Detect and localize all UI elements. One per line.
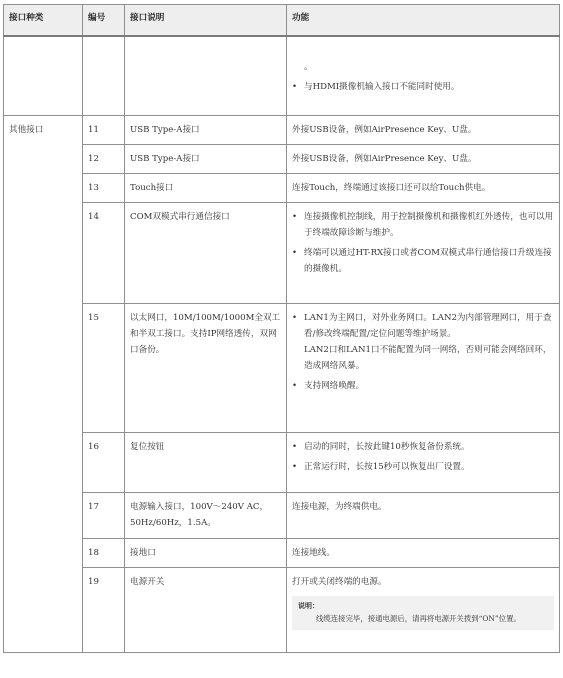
bullet-item <box>292 459 554 475</box>
bullet-text: 启动的同时，长按此键10秒恢复备份系统。 <box>304 441 470 452</box>
bullet-text: 与HDMI摄像机输入接口不能同时使用。 <box>304 82 460 92</box>
cell-number <box>83 36 125 115</box>
bullet-item <box>292 378 554 394</box>
table-row <box>4 303 560 432</box>
continued-text: LAN2口和LAN1口不能配置为同一网络，否则可能会网络回环，造成网络风暴。 <box>304 344 552 371</box>
continued-text: 。 <box>304 62 313 72</box>
cell-description: Touch接口 <box>125 173 287 202</box>
bullet-dot: • <box>292 380 298 391</box>
cell-number: 15 <box>83 303 125 432</box>
bullet-dot: • <box>292 211 298 222</box>
cell-number: 14 <box>83 202 125 303</box>
bullet-text: 正常运行时，长按15秒可以恢复出厂设置。 <box>304 461 470 472</box>
table-row <box>4 432 560 492</box>
cell-number: 18 <box>83 538 125 567</box>
cell-description <box>125 36 287 115</box>
header-number: 编号 <box>83 5 125 37</box>
cell-function <box>287 202 560 303</box>
bullet-item <box>292 245 554 277</box>
table-row <box>4 492 560 538</box>
cell-function <box>287 36 560 115</box>
cell-description: USB Type-A接口 <box>125 115 287 144</box>
cell-description: 接地口 <box>125 538 287 567</box>
table-header-row <box>4 5 560 37</box>
header-description: 接口说明 <box>125 5 287 37</box>
cell-function: 外接USB设备，例如AirPresence Key、U盘。 <box>287 144 560 173</box>
cell-description: 电源输入接口，100V～240V AC，50Hz/60Hz，1.5A。 <box>125 492 287 538</box>
table-row <box>4 144 560 173</box>
cell-function <box>287 432 560 492</box>
table-row <box>4 173 560 202</box>
header-kind: 接口种类 <box>4 5 83 37</box>
header-function: 功能 <box>287 5 560 37</box>
function-text: 打开或关闭终端的电源。 <box>292 576 387 587</box>
table-row <box>4 567 560 652</box>
cell-function: 外接USB设备，例如AirPresence Key、U盘。 <box>287 115 560 144</box>
cell-description: COM双模式串行通信接口 <box>125 202 287 303</box>
bullet-dot: • <box>292 461 298 472</box>
cell-function: 连接地线。 <box>287 538 560 567</box>
table-row <box>4 36 560 115</box>
cell-number: 12 <box>83 144 125 173</box>
bullet-dot: • <box>292 312 298 323</box>
interface-table <box>3 4 560 653</box>
note-text: 线缆连接完毕，接通电源后，请再将电源开关拨到“ON”位置。 <box>316 613 521 623</box>
bullet-list <box>292 79 554 95</box>
bullet-list <box>292 439 554 475</box>
bullet-text: 支持网络唤醒。 <box>304 380 365 391</box>
cell-description: 复位按钮 <box>125 432 287 492</box>
cell-description: USB Type-A接口 <box>125 144 287 173</box>
cell-kind <box>4 36 83 115</box>
cell-number: 11 <box>83 115 125 144</box>
cell-number: 17 <box>83 492 125 538</box>
cell-number: 13 <box>83 173 125 202</box>
cell-function: 连接电源，为终端供电。 <box>287 492 560 538</box>
cell-number: 19 <box>83 567 125 652</box>
bullet-text: 连接摄像机控制线，用于控制摄像机和摄像机红外透传，也可以用于终端故障诊断与维护。 <box>304 211 554 238</box>
note-box <box>292 596 554 630</box>
bullet-list <box>292 310 554 342</box>
note-title: 说明： <box>298 601 319 610</box>
table-row <box>4 202 560 303</box>
cell-description: 电源开关 <box>125 567 287 652</box>
bullet-item <box>292 209 554 241</box>
bullet-list <box>292 378 554 394</box>
bullet-item <box>292 79 554 95</box>
bullet-dot: • <box>292 82 298 92</box>
bullet-dot: • <box>292 247 298 258</box>
bullet-text: LAN1为主网口，对外业务网口。LAN2为内部管理网口，用于查看/修改终端配置/定位问题等维护场景。 <box>304 312 552 339</box>
bullet-item <box>292 439 554 455</box>
cell-function <box>287 567 560 652</box>
cell-kind-group: 其他接口 <box>4 115 83 652</box>
bullet-list <box>292 209 554 277</box>
cell-number: 16 <box>83 432 125 492</box>
bullet-text: 终端可以通过HT-RX接口或者COM双模式串行通信接口升级连接的摄像机。 <box>304 247 552 274</box>
cell-function <box>287 303 560 432</box>
bullet-dot: • <box>292 441 298 452</box>
table-row <box>4 115 560 144</box>
table-row <box>4 538 560 567</box>
bullet-item <box>292 310 554 342</box>
cell-description: 以太网口，10M/100M/1000M全双工和半双工接口。支持IP网络透传，双网口备份。 <box>125 303 287 432</box>
cell-function: 连接Touch，终端通过该接口还可以给Touch供电。 <box>287 173 560 202</box>
